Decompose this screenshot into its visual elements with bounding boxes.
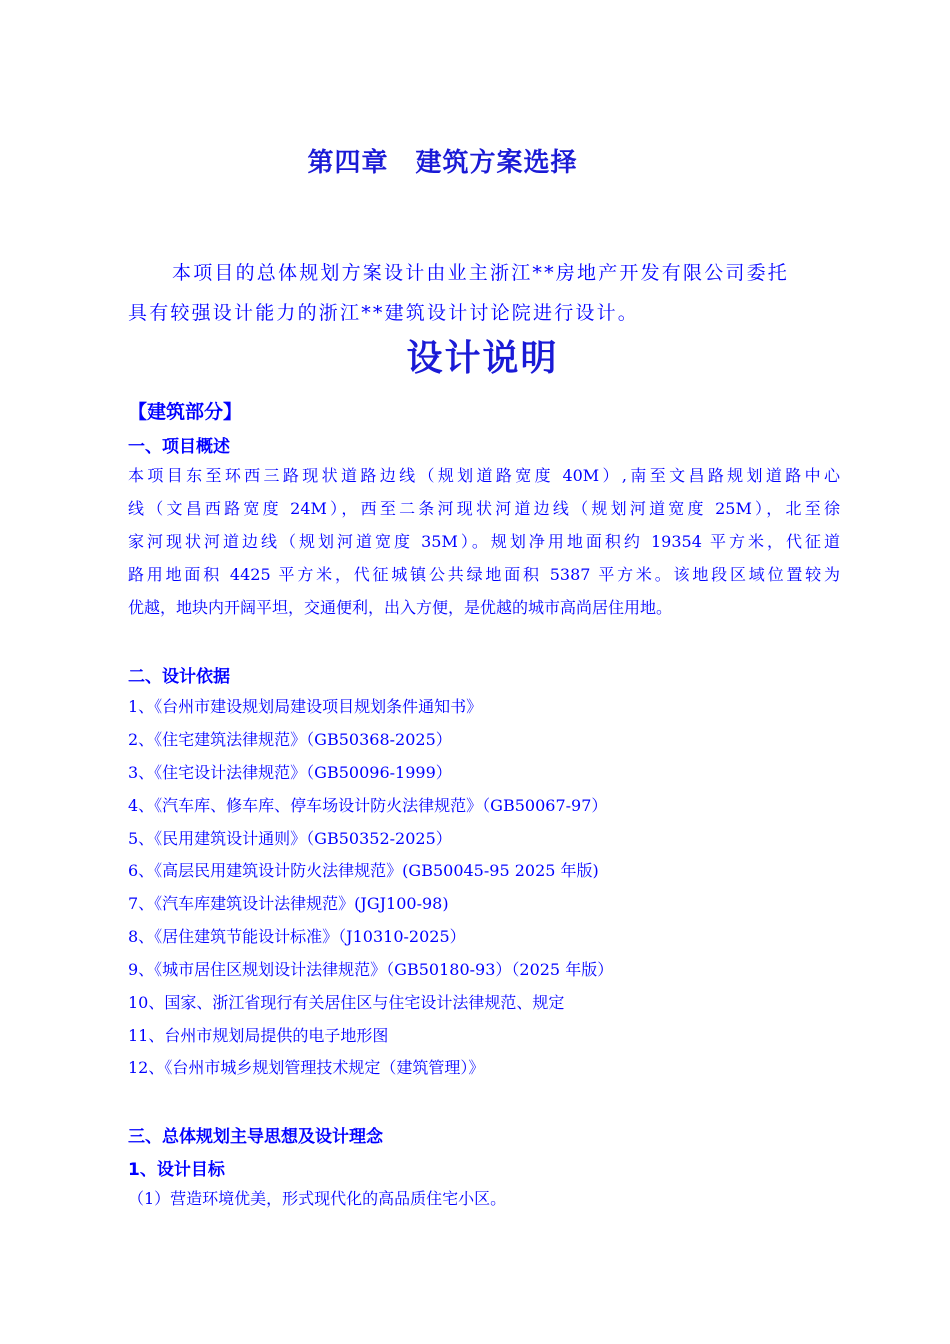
reference-item-1: 1、《台州市建设规划局建设项目规划条件通知书》 [128, 697, 483, 716]
planning-philosophy-heading: 三、总体规划主导思想及设计理念 [128, 1127, 383, 1147]
overview-line-4: 路用地面积 4425 平方米，代征城镇公共绿地面积 5387 平方米。该地段区域位置较为 [128, 565, 840, 584]
overview-line-5: 优越，地块内开阔平坦，交通便利，出入方便，是优越的城市高尚居住用地。 [128, 598, 673, 617]
intro-line-1: 本项目的总体规划方案设计由业主浙江**房地产开发有限公司委托 [172, 262, 790, 284]
reference-item-8: 8、《居住建筑节能设计标准》（J10310-2025） [128, 927, 466, 946]
reference-item-11: 11、台州市规划局提供的电子地形图 [128, 1026, 389, 1045]
reference-item-12: 12、《台州市城乡规划管理技术规定（建筑管理）》 [128, 1058, 485, 1077]
reference-item-10: 10、国家、浙江省现行有关居住区与住宅设计法律规范、规定 [128, 993, 565, 1012]
overview-line-3: 家河现状河道边线（规划河道宽度 35M）。规划净用地面积约 19354 平方米，代征道 [128, 532, 840, 551]
intro-line-2: 具有较强设计能力的浙江**建筑设计讨论院进行设计。 [128, 302, 640, 324]
design-goal-heading: 1、设计目标 [128, 1160, 225, 1180]
overview-line-2: 线（文昌西路宽度 24M），西至二条河现状河道边线（规划河道宽度 25M），北至徐 [128, 499, 840, 518]
project-overview-heading: 一、项目概述 [128, 437, 230, 457]
design-title: 设计说明 [406, 338, 559, 379]
reference-item-7: 7、《汽车库建筑设计法律规范》(JGJ100-98) [128, 894, 449, 913]
design-goal-item-1: （1）营造环境优美，形式现代化的高品质住宅小区。 [128, 1189, 507, 1208]
design-basis-heading: 二、设计依据 [128, 667, 230, 687]
chapter-title: 第四章 建筑方案选择 [307, 148, 578, 178]
reference-item-4: 4、《汽车库、修车库、停车场设计防火法律规范》（GB50067-97） [128, 796, 608, 815]
reference-item-6: 6、《高层民用建筑设计防火法律规范》(GB50045-95 2025 年版) [128, 861, 599, 880]
section-architecture-heading: 【建筑部分】 [128, 401, 243, 423]
reference-item-3: 3、《住宅设计法律规范》（GB50096-1999） [128, 763, 452, 782]
reference-item-5: 5、《民用建筑设计通则》（GB50352-2025） [128, 829, 452, 848]
overview-line-1: 本项目东至环西三路现状道路边线（规划道路宽度 40M）,南至文昌路规划道路中心 [128, 466, 840, 485]
reference-item-2: 2、《住宅建筑法律规范》（GB50368-2025） [128, 730, 452, 749]
reference-item-9: 9、《城市居住区规划设计法律规范》（GB50180-93）（2025 年版） [128, 960, 614, 979]
